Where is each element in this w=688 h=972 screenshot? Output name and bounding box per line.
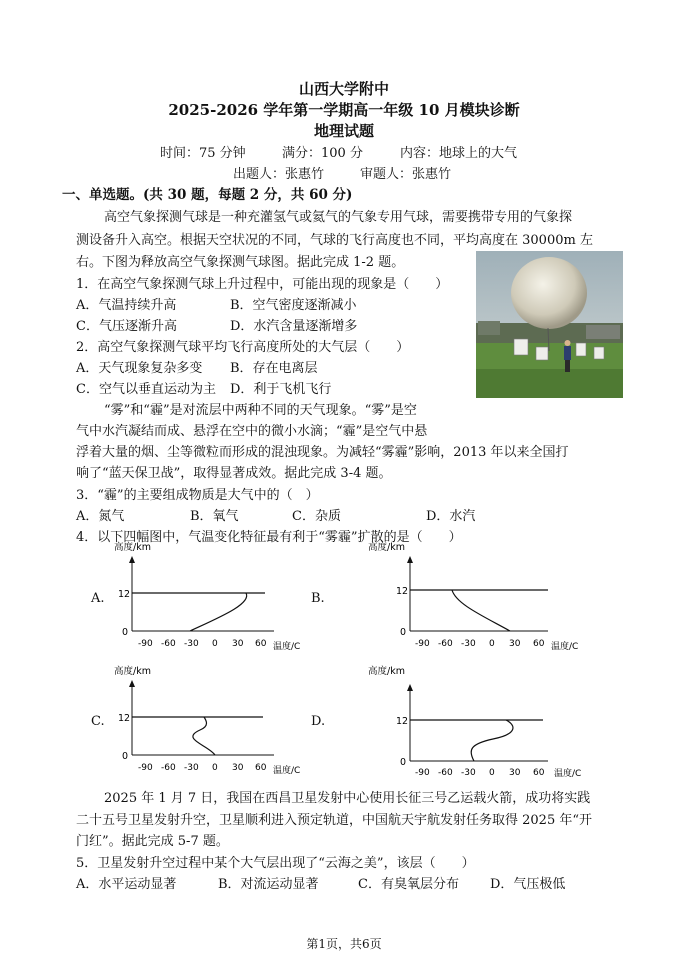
graph-a[interactable] [108,538,330,654]
q3-stem: 3．“霾”的主要组成物质是大气中的（ ） [76,488,319,503]
graph-x-tick: -30 [461,768,476,778]
graph-x-tick: -90 [415,639,430,649]
q2-option-d[interactable]: D．利于飞机飞行 [230,382,332,397]
school-name: 山西大学附中 [298,80,389,98]
q5-option-d[interactable]: D．气压极低 [490,877,566,892]
intro2-line: 气中水汽凝结而成、悬浮在空中的微小水滴；“霾”是空气中悬 [76,424,428,439]
section-title: 一、单选题。(共 30 题，每题 2 分，共 60 分) [62,187,353,203]
q3-option-a[interactable]: A．氮气 [76,509,125,524]
q2-option-b[interactable]: B．存在电离层 [230,361,318,376]
exam-title: 2025-2026 学年第一学期高一年级 10 月模块诊断 [168,101,520,119]
graph-x-tick: -30 [461,639,476,649]
intro3-line: 二十五号卫星发射升空，卫星顺利进入预定轨道，中国航天宇航发射任务取得 2025 年“开 [76,813,592,828]
q4-option-c-label[interactable]: C. [91,714,105,729]
q1-option-b[interactable]: B．空气密度逐渐减小 [230,298,357,313]
q3-option-c[interactable]: C．杂质 [292,509,341,524]
q1-option-c[interactable]: C．气压逐渐升高 [76,319,177,334]
graph-x-tick: 30 [509,768,521,778]
graph-x-tick: 0 [489,639,495,649]
intro1-line: 右。下图为释放高空气象探测气球图。据此完成 1-2 题。 [76,255,405,270]
graph-y-tick-0: 0 [400,757,407,768]
intro1-line: 测设备升入高空。根据天空状况的不同，气球的飞行高度也不同，平均高度在 30000m 左 [76,233,593,248]
graph-x-label: 温度/C [554,769,582,778]
q5-option-c[interactable]: C．有臭氧层分布 [358,877,459,892]
intro2-line: “雾”和“霾”是对流层中两种不同的天气现象。“雾”是空 [104,403,417,418]
exam-content: 内容：地球上的大气 [400,146,518,161]
q4-option-a-label[interactable]: A. [91,591,105,606]
q2-stem: 2．高空气象探测气球平均飞行高度所处的大气层（ ） [76,340,410,355]
graph-x-tick: -30 [184,763,199,773]
graph-y-tick-0: 0 [400,627,407,638]
graph-y-tick-0: 0 [122,751,129,762]
exam-author: 出题人：张惠竹 [233,167,325,182]
q3-option-d[interactable]: D．水汽 [426,509,476,524]
exam-reviewer: 审题人：张惠竹 [360,167,452,182]
intro2-line: 浮着大量的烟、尘等微粒而形成的混浊现象。为减轻“雾霾”影响，2013 年以来全国打 [76,445,569,460]
subject-title: 地理试题 [313,122,374,140]
q1-option-a[interactable]: A．气温持续升高 [76,298,177,313]
exam-score: 满分：100 分 [282,146,363,161]
intro3-line: 门红”。据此完成 5-7 题。 [76,834,229,849]
graph-x-tick: 0 [212,639,218,649]
balloon-launch-photo [476,251,623,398]
graph-x-tick: 60 [255,639,267,649]
graph-x-tick: 0 [212,763,218,773]
graph-x-tick: -90 [415,768,430,778]
intro1-line: 高空气象探测气球是一种充灌氢气或氦气的气象专用气球，需要携带专用的气象探 [104,210,573,225]
graph-x-tick: -90 [138,763,153,773]
graph-x-tick: 30 [232,639,244,649]
graph-y-tick-0: 0 [122,627,129,638]
q4-option-d-label[interactable]: D. [311,714,326,729]
graph-x-tick: 60 [255,763,267,773]
graph-y-tick-12: 12 [118,713,131,724]
q2-option-c[interactable]: C．空气以垂直运动为主 [76,382,216,397]
graph-y-tick-12: 12 [396,716,409,727]
graph-x-tick: -60 [161,639,176,649]
q5-option-b[interactable]: B．对流运动显著 [218,877,319,892]
q2-option-a[interactable]: A．天气现象复杂多变 [76,361,203,376]
page-footer: 第1页，共6页 [306,937,382,951]
graph-x-label: 温度/C [273,766,301,776]
graph-x-tick: -60 [438,768,453,778]
graph-x-tick: -90 [138,639,153,649]
graph-d[interactable] [368,662,590,778]
graph-y-label: 高度/km [114,666,151,677]
graph-y-label: 高度/km [368,542,405,553]
q3-option-b[interactable]: B．氧气 [190,509,239,524]
exam-time: 时间：75 分钟 [160,146,246,161]
q5-stem: 5．卫星发射升空过程中某个大气层出现了“云海之美”，该层（ ） [76,856,475,871]
q5-option-a[interactable]: A．水平运动显著 [76,877,177,892]
q1-option-d[interactable]: D．水汽含量逐渐增多 [230,319,358,334]
intro3-line: 2025 年 1 月 7 日，我国在西昌卫星发射中心使用长征三号乙运载火箭，成功将实践 [104,791,591,806]
graph-x-tick: 30 [232,763,244,773]
graph-x-tick: 60 [533,639,545,649]
graph-x-tick: -60 [161,763,176,773]
graph-y-label: 高度/km [368,666,405,677]
graph-x-tick: -30 [184,639,199,649]
graph-c[interactable] [108,662,330,778]
graph-x-tick: 30 [509,639,521,649]
graph-b[interactable] [368,538,590,654]
intro2-line: 响了“蓝天保卫战”，取得显著成效。据此完成 3-4 题。 [76,466,392,481]
q1-stem: 1．在高空气象探测气球上升过程中，可能出现的现象是（ ） [76,277,449,292]
graph-y-label: 高度/km [114,542,151,553]
graph-y-tick-12: 12 [396,586,409,597]
graph-x-label: 温度/C [551,642,579,652]
graph-x-tick: -60 [438,639,453,649]
graph-x-tick: 0 [489,768,495,778]
q4-stem: 4．以下四幅图中，气温变化特征最有利于“雾霾”扩散的是（ ） [76,530,462,545]
graph-y-tick-12: 12 [118,589,131,600]
graph-x-label: 60 [533,768,545,778]
q4-option-b-label[interactable]: B. [311,591,325,606]
graph-x-label: 温度/C [273,642,301,652]
